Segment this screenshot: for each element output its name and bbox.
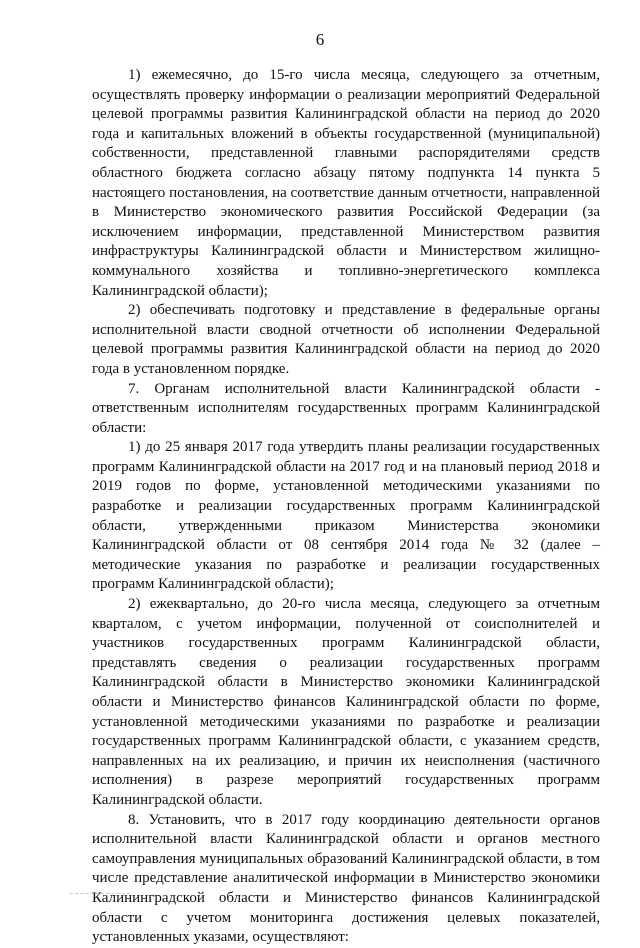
paragraph-7-2: 2) ежеквартально, до 20-го числа месяца, следующего за отчетным кварталом, с учетом информации, полученной от соисполнителей и участников государственных программ Калининградской области, представлять сведения о реализации государственных программ Калининградской области в Министерство экономики Калининградской области и Министерство финансов Калининградской области по форме, установленной методическими указаниями по разработке и реализации государственных программ Калининградской области, с указанием средств, направленных на их реализацию, и причин их неисполнения (частичного исполнения) в разрезе мероприятий государственных программ Калининградской области. [92, 596, 600, 808]
paragraph-6-2: 2) обеспечивать подготовку и представление в федеральные органы исполнительной власти сводной отчетности об исполнении Федеральной целевой программы развития Калининградской области на период до 2020 года в установленном порядке. [92, 302, 600, 377]
paragraph-7-1: 1) до 25 января 2017 года утвердить планы реализации государственных программ Калининградской области на 2017 год и на плановый период 2018 и 2019 годов по форме, установленной методическими указаниями по разработке и реализации государственных программ Калининградской области, утвержденными приказом Министерства экономики Калининградской области от 08 сентября 2014 года № 32 (далее – методические указания по разработке и реализации государственных программ Калининградской области); [92, 439, 600, 593]
scan-artifact-line [70, 893, 130, 897]
page-number: 6 [315, 30, 325, 49]
paragraph-8: 8. Установить, что в 2017 году координацию деятельности органов исполнительной власти Калининградской области и органов местного самоуправления муниципальных образований Калининградской области, в том числе представление аналитической информации в Министерство экономики Калининградской области и Министерство финансов Калининградской области с учетом мониторинга достижения целевых показателей, установленных указами, осуществляют: [92, 811, 600, 946]
paragraph-7: 7. Органам исполнительной власти Калининградской области - ответственным исполнителям государственных программ Калининградской области: [92, 380, 600, 436]
document-body [92, 66, 600, 948]
paragraph-6-1: 1) ежемесячно, до 15-го числа месяца, следующего за отчетным, осуществлять проверку информации о реализации мероприятий Федеральной целевой программы развития Калининградской области на период до 2020 года и капитальных вложений в объекты государственной (муниципальной) собственности, представленной главными распорядителями средств областного бюджета согласно абзацу пятому подпункта 14 пункта 5 настоящего постановления, на соответствие данным отчетности, направленной в Министерство экономического развития Российской Федерации (за исключением информации, представленной Министерством развития инфраструктуры Калининградской области и Министерством жилищно-коммунального хозяйства и топливно-энергетического комплекса Калининградской области); [92, 67, 600, 299]
